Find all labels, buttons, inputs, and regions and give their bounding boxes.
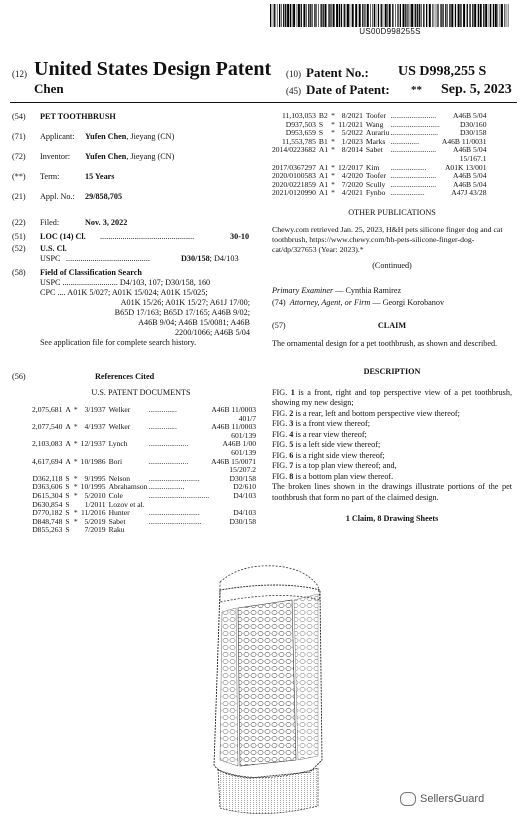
invention-title: PET TOOTHBRUSH [40,112,116,121]
ref-date: 11/2021 [338,119,363,129]
ref-kind: S [65,508,70,518]
code-56: (56) [12,372,26,381]
ref-class: A46B 11/0031 [441,136,487,146]
ref-star: * [331,111,335,120]
ref-star [74,526,81,535]
ref-name: Toofer [365,111,387,120]
ref-class: A46B 11/0003 [211,422,257,432]
ref-class: A46B 1/00 [222,439,257,449]
ref-name: Fynbo [365,188,386,198]
ref-number: 11,103,053 [282,111,316,120]
ref-name: Scully [365,179,386,189]
field-search-lines [0,278,262,348]
us-cl-row [0,244,262,254]
figure-description [272,451,512,462]
ref-dots: ......................... [390,128,438,138]
ref-name: Nelson [108,473,131,483]
ref-star: * [73,482,78,492]
ref-number: D953,659 [285,128,316,138]
ref-kind: S [65,473,70,483]
ref-name: Toofer [365,171,387,181]
watermark-text: SellersGuard [420,793,485,805]
ref-date: 8/2014 [341,145,363,155]
applicant-label: Applicant: [40,132,75,141]
ref-star: * [73,422,78,432]
ref-name: Aurariu [365,128,390,138]
ref-star: * [73,508,78,518]
claim-header [272,321,512,335]
ref-kind: S [318,128,324,138]
ref-number: D848,748 [32,516,63,526]
ref-date: 10/1986 [80,456,106,466]
applicant-name: Yufen Chen [85,132,127,141]
ref-dots: ............... [390,136,419,146]
ref-class: A46B 5/04 [452,171,487,181]
right-column [272,112,512,525]
ref-date: 10/1995 [80,482,106,492]
broken-lines-note: The broken lines shown in the drawings illustrate portions of the pet toothbrush that form no part of the claimed design. [272,482,512,502]
figure-text: is a top plan view thereof; and, [293,461,397,471]
ref-name: Sabet [108,516,126,526]
figure-text: is a left side view thereof; [293,440,381,450]
ref-number: 11,553,785 [282,136,316,146]
ref-class: D2/610 [233,482,257,492]
ref-kind: A1 [318,162,329,172]
field-line-cpc: CPC .... A01K 5/027; A01K 15/024; A01K 15/025; [40,288,208,297]
code-52: (52) [12,244,26,253]
watermark [400,792,484,806]
field-line-uspc: USPC ........................... D4/103, 107; D30/158, 160 [40,278,211,287]
ref-dots [148,526,209,535]
ref-number: D630,854 [32,499,63,509]
ref-kind: B2 [318,111,328,120]
ref-kind: A1 [318,188,329,198]
references-table-left [32,406,256,535]
figure-text: is a rear, left and bottom perspective view thereof; [293,408,460,418]
tag-12: (12) [12,69,27,79]
uspc-dots: ......................................... [66,254,150,263]
term-stars: ** [411,84,422,96]
uspc-row [0,254,262,268]
header-rule [10,102,517,103]
loc-label: LOC (14) Cl. [40,232,86,241]
ref-dots: ............................ [148,516,202,526]
ref-class: A47J 43/28 [451,188,487,198]
tag-45: (45) [286,86,301,96]
ref-name: Kim [365,162,380,172]
continued-note: (Continued) [372,261,412,271]
inventor-location: , Jieyang (CN) [126,152,175,161]
code-21: (21) [12,192,26,201]
patent-number: US D998,255 S [398,64,487,79]
ref-name: Sabet [365,145,383,155]
ref-date: 1/2011 [84,499,106,509]
ref-number: 2017/0367297 [272,162,316,172]
barcode [270,4,510,27]
ref-number: D362,118 [32,473,63,483]
primary-examiner: Primary Examiner — Cynthia Ramirez [272,285,402,295]
term-label: Term: [40,172,60,181]
figure-label: FIG. 6 [272,450,294,460]
field-search-label: Field of Classification Search [40,268,142,277]
ref-class: D30/158 [229,473,257,483]
filed-row [0,218,262,232]
term-row [0,172,262,192]
ref-dots: ..................... [148,456,189,466]
ref-kind: A1 [318,171,329,181]
references-section [0,372,262,535]
ref-kind: A1 [318,179,329,189]
ref-star: * [73,439,78,449]
uspc-label: USPC [40,254,61,263]
ref-class-secondary: 401/7 [238,413,257,423]
reference-row [32,440,256,449]
ref-name: Cole [108,490,123,500]
ref-name: Welker [108,422,131,432]
ref-number: 2020/0221859 [272,179,316,189]
ref-kind: S [65,499,70,509]
figure-description [272,472,512,483]
ref-kind: S [65,516,70,526]
ref-name: Marks [365,136,386,146]
ref-dots: .......................... [390,119,440,129]
reference-row [272,146,487,155]
us-cl-label: U.S. Cl. [40,244,67,253]
ref-star: * [73,473,78,483]
figure-label: FIG. 1 [272,387,295,397]
code-57: (57) [272,320,286,330]
ref-dots: ........................ [390,179,437,189]
figure-text: is a front, right and top perspective view of a pet toothbrush, showing my new design; [272,387,512,408]
barcode-number: US00D998255S [359,27,421,36]
ref-kind: S [65,525,70,535]
ref-dots: .................. [390,188,425,198]
ref-star: * [331,128,335,138]
field-line-6: 2200/1066; A46B 5/04 [174,328,250,337]
ref-kind: S [318,119,324,129]
inventor-name: Yufen Chen [85,152,127,161]
appl-no-label: Appl. No.: [40,192,75,201]
references-table-right [272,112,487,198]
ref-kind: A1 [318,145,329,155]
ref-dots: ................... [390,162,427,172]
ref-dots: ............... [148,405,177,414]
ref-kind: S [65,490,70,500]
description-title: DESCRIPTION [363,367,421,377]
ref-class: A46B 5/04 [452,145,487,155]
ref-dots: ........................ [390,171,437,181]
ref-star: * [331,171,335,181]
term-value: 15 Years [85,172,115,181]
ref-date: 8/2021 [341,111,363,120]
ref-star: * [331,188,335,198]
code-71: (71) [12,132,26,141]
ref-class: D4/103 [233,508,257,518]
attorney: (74) Attorney, Agent, or Firm — Georgi Korobanov [272,298,445,308]
ref-name: Welker [108,405,131,414]
patent-no-label: Patent No.: [306,65,369,80]
uspc-value: D30/158 [181,254,210,263]
code-58: (58) [12,268,26,277]
ref-dots: ................... [148,482,185,492]
applicant-location: , Jieyang (CN) [126,132,175,141]
ref-class: A01K 13/001 [444,162,487,172]
ref-number: D855,263 [32,525,63,535]
figure-description [272,440,512,451]
figure-label: FIG. 8 [272,471,294,481]
search-history-note: See application file for complete search history. [40,338,197,347]
figure-text: is a front view thereof; [293,419,371,429]
figure-description [272,388,512,409]
ref-star: * [331,136,335,146]
ref-date: 4/2021 [341,188,363,198]
figure-description [272,419,512,430]
uspc-rest: ; D4/103 [209,254,239,263]
figure-label: FIG. 2 [272,408,294,418]
ref-name: Raku [108,525,125,535]
loc-dots: .............................................. [100,232,195,241]
ref-star: * [331,119,335,129]
ref-number: 2021/0120990 [272,188,316,198]
ref-date: 4/1937 [84,422,106,432]
us-patent-docs-title: U.S. PATENT DOCUMENTS [91,388,191,397]
figure-description [272,409,512,420]
ref-dots: ..................... [148,439,189,449]
ref-class-secondary: 15/167.1 [459,153,487,163]
ref-class: A46B 5/04 [452,111,487,120]
ref-number: D770,182 [32,508,63,518]
references-title: References Cited [95,372,155,381]
chat-icon [400,792,416,806]
ref-class: D4/103 [233,490,257,500]
ref-number: D363,606 [32,482,63,492]
ref-kind: A [65,405,71,414]
ref-class: A46B 11/0003 [211,405,257,414]
ref-kind: A [65,422,71,432]
figure-label: FIG. 5 [272,440,294,450]
ref-number: 4,617,694 [32,456,63,466]
ref-star: * [73,456,78,466]
ref-class [209,526,256,535]
ref-class: D30/158 [459,128,487,138]
ref-name: Lozov et al. [108,499,145,509]
date-label: Date of Patent: [306,82,390,97]
figure-description [272,461,512,472]
ref-class-secondary: 15/207.2 [229,465,257,475]
code-22: (22) [12,218,26,227]
inventor-label: Inventor: [40,152,71,161]
figure-descriptions [272,388,512,483]
ref-number: 2020/0100583 [272,171,316,181]
ref-class-secondary: 601/139 [231,447,257,457]
ref-dots: ........................... [148,508,200,518]
patent-date: Sep. 5, 2023 [441,82,512,97]
claim-title: CLAIM [377,320,407,330]
inventor-row [0,152,262,172]
filed-label: Filed: [40,218,60,227]
ref-dots: ........................ [390,145,437,155]
reference-row [32,458,256,467]
ref-number: 2014/0223682 [272,145,316,155]
ref-class: A46B 15/0071 [211,456,257,466]
ref-star: * [331,162,335,172]
figure-label: FIG. 7 [272,461,294,471]
figure-description [272,430,512,441]
figure-text: is a bottom plan view thereof. [293,471,394,481]
ref-name: Abrahamson [108,482,148,492]
ref-class: D30/158 [229,516,257,526]
tag-10: (10) [286,69,301,79]
ref-date: 5/2019 [84,516,106,526]
figure-text: is a right side view thereof; [293,450,385,460]
other-publications-title: OTHER PUBLICATIONS [348,207,436,217]
field-line-5: A46B 9/04; A46B 15/0081; A46B [138,318,250,327]
field-line-3: A01K 15/26; A01K 15/27; A61J 17/00; [120,298,250,307]
claim-text: The ornamental design for a pet toothbrush, as shown and described. [272,338,498,348]
code-54: (54) [12,112,26,121]
ref-kind: B1 [318,136,328,146]
filed-value: Nov. 3, 2022 [85,218,128,227]
ref-name: Bori [108,456,123,466]
ref-class-secondary: 601/139 [231,430,257,440]
ref-date: 9/1995 [84,473,106,483]
ref-date: 12/1937 [80,439,106,449]
appl-no-row [0,192,262,218]
ref-kind: S [65,482,70,492]
ref-name: Wang [365,119,384,129]
ref-star: * [331,179,335,189]
ref-date: 5/2010 [84,490,106,500]
figure-label: FIG. 3 [272,419,294,429]
ref-kind: A [65,439,71,449]
applicant-row [0,132,262,152]
title-row [0,112,262,132]
ref-date: 7/2019 [84,525,106,535]
reference-row [32,526,256,535]
loc-value: 30-10 [230,232,250,241]
code-72: (72) [12,152,26,161]
reference-row [32,406,256,415]
inventor-surname: Chen [34,81,64,96]
ref-number: 2,077,540 [32,422,63,432]
toothbrush-drawing [180,560,360,820]
ref-class: A46B 5/04 [452,179,487,189]
ref-number: D937,503 [285,119,316,129]
ref-name: Hunter [108,508,130,518]
figure-label: FIG. 4 [272,429,294,439]
loc-row [0,232,262,244]
ref-star: * [73,490,78,500]
ref-dots: ................................ [148,490,210,500]
bibliographic-data [0,112,262,348]
ref-date: 5/2022 [341,128,363,138]
ref-name: Lynch [108,439,128,449]
other-publication-entry: Chewy.com retrieved Jan. 25, 2023, H&H pets silicone finger dog and cat toothbrush, https://www.chewy.com/hh-pets-silicone-finger-dog-cat/dp/327653 (Year: 2023).* [272,225,503,255]
ref-date: 11/2016 [80,508,106,518]
ref-number: 2,075,681 [32,405,63,414]
ref-number: D615,304 [32,490,63,500]
claims-sheets-count: 1 Claim, 8 Drawing Sheets [345,514,439,524]
document-title: United States Design Patent [34,58,272,80]
field-line-4: B65D 17/163; B65D 17/165; A46B 9/02; [114,308,250,317]
reference-row [32,423,256,432]
reference-row [272,189,487,198]
ref-kind: A [65,456,71,466]
field-search-row [0,268,262,278]
ref-dots: ........................ [390,111,437,120]
ref-dots: ........................... [148,473,200,483]
ref-number: 2,103,083 [32,439,63,449]
ref-star: * [73,405,78,414]
ref-date: 4/2020 [341,171,363,181]
ref-class: D30/160 [459,119,487,129]
code-term: (**) [12,172,26,181]
appl-no-value: 29/858,705 [85,192,123,201]
ref-date: 12/2017 [337,162,363,172]
ref-star: * [73,516,78,526]
ref-date: 1/2023 [341,136,363,146]
ref-date: 7/2020 [341,179,363,189]
ref-dots: ............... [148,422,177,432]
figure-text: is a rear view thereof; [293,429,367,439]
ref-star: * [331,145,335,155]
ref-date: 3/1937 [84,405,106,414]
code-51: (51) [12,232,26,241]
